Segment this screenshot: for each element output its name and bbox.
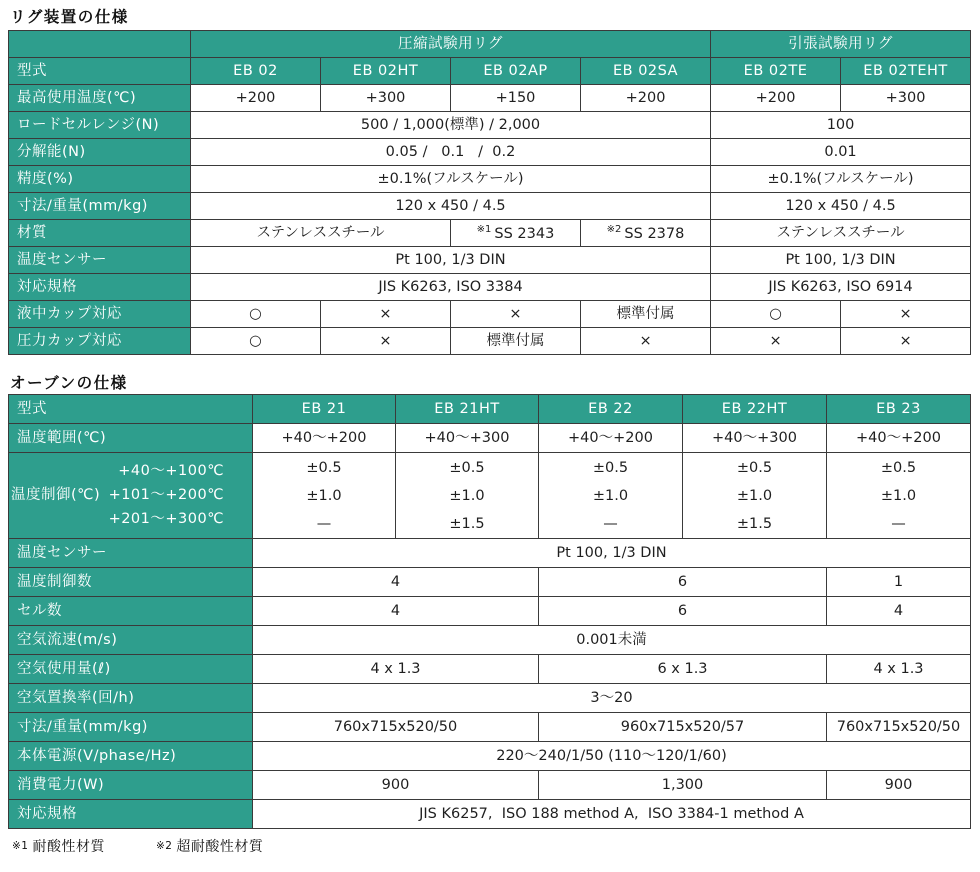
data-cell: ±0.1%(フルスケール) (191, 166, 711, 193)
data-cell: 760x715x520/50 (827, 713, 971, 742)
data-cell (683, 453, 827, 539)
footnote-reference-marker: ※2 (606, 223, 622, 235)
oven-table-title: オーブンの仕様 (10, 374, 128, 392)
data-cell-line: ±1.0 (736, 487, 773, 504)
footnote-2-marker: ※2 (155, 840, 173, 852)
data-cell-line: ±0.5 (306, 459, 342, 476)
footnote-1 (12, 839, 105, 855)
group-header-compression-rig: 圧縮試験用リグ (191, 31, 711, 58)
row-header-load-cell-range: ロードセルレンジ(N) (9, 112, 191, 139)
data-cell: ○ (191, 301, 321, 328)
data-cell: +300 (321, 85, 451, 112)
footnote-2 (156, 839, 263, 855)
row-header-max-temp: 最高使用温度(℃) (9, 85, 191, 112)
data-cell: 1 (827, 568, 971, 597)
data-cell (539, 453, 683, 539)
table-row (9, 424, 971, 453)
data-cell: 標準付属 (581, 301, 711, 328)
data-cell: 4 x 1.3 (253, 655, 539, 684)
data-cell-line: — (603, 515, 618, 532)
row-header-temp-sensor: 温度センサー (9, 539, 253, 568)
data-cell: +150 (451, 85, 581, 112)
row-header-cell-count: セル数 (9, 597, 253, 626)
row-header-accuracy: 精度(%) (9, 166, 191, 193)
data-cell: ○ (711, 301, 841, 328)
temp-control-subrange-label: +101〜+200℃ (108, 487, 224, 504)
row-header-model: 型式 (9, 58, 191, 85)
col-header-eb21: EB 21 (253, 395, 396, 424)
data-cell: +300 (841, 85, 971, 112)
table-row (9, 85, 971, 112)
col-header-eb02: EB 02 (191, 58, 321, 85)
data-cell: +200 (191, 85, 321, 112)
data-cell: 0.001未満 (253, 626, 971, 655)
data-cell: Pt 100, 1/3 DIN (253, 539, 971, 568)
data-cell: +40〜+200 (253, 424, 396, 453)
data-cell-line: — (891, 515, 906, 532)
data-cell: JIS K6257, ISO 188 method A, ISO 3384-1 method A (253, 800, 971, 829)
data-cell: 900 (253, 771, 539, 800)
data-cell: ±0.1%(フルスケール) (711, 166, 971, 193)
data-cell: ステンレススチール (711, 220, 971, 247)
footnote-2-text: 超耐酸性材質 (176, 839, 264, 855)
rig-spec-table (8, 30, 971, 355)
data-cell: × (841, 328, 971, 355)
row-header-model: 型式 (9, 395, 253, 424)
data-cell: 760x715x520/50 (253, 713, 539, 742)
row-header-temp-control (9, 453, 253, 539)
data-cell-line: ±1.5 (449, 515, 485, 532)
table-row (9, 220, 971, 247)
data-cell-line: ±1.0 (880, 487, 917, 504)
data-cell: 900 (827, 771, 971, 800)
data-cell: 120 x 450 / 4.5 (191, 193, 711, 220)
data-cell: Pt 100, 1/3 DIN (191, 247, 711, 274)
data-cell: +40〜+200 (539, 424, 683, 453)
data-cell-line: ±0.5 (592, 459, 629, 476)
table-row (9, 800, 971, 829)
data-cell (827, 453, 971, 539)
data-cell: 120 x 450 / 4.5 (711, 193, 971, 220)
temp-control-label: 温度制御(℃) (11, 487, 101, 504)
data-cell-line: ±1.0 (449, 487, 485, 504)
col-header-eb23: EB 23 (827, 395, 971, 424)
col-header-eb22ht: EB 22HT (683, 395, 827, 424)
footnote-1-text: 耐酸性材質 (32, 839, 105, 855)
col-header-eb02te: EB 02TE (711, 58, 841, 85)
table-row (9, 58, 971, 85)
table-row (9, 395, 971, 424)
table-row (9, 742, 971, 771)
row-header-resolution: 分解能(N) (9, 139, 191, 166)
table-row (9, 684, 971, 713)
row-header-pressure-cup: 圧力カップ対応 (9, 328, 191, 355)
data-cell: 標準付属 (451, 328, 581, 355)
temp-control-subrange-label: +201〜+300℃ (108, 510, 224, 527)
table-row (9, 301, 971, 328)
data-cell: Pt 100, 1/3 DIN (711, 247, 971, 274)
data-cell: 0.01 (711, 139, 971, 166)
table-row (9, 568, 971, 597)
data-cell: JIS K6263, ISO 6914 (711, 274, 971, 301)
table-row (9, 597, 971, 626)
row-header-temp-range: 温度範囲(℃) (9, 424, 253, 453)
data-cell: × (321, 301, 451, 328)
data-cell-line: ±1.0 (592, 487, 629, 504)
data-cell: 1,300 (539, 771, 827, 800)
data-cell (396, 453, 539, 539)
table-row (9, 193, 971, 220)
data-cell: 4 (253, 568, 539, 597)
row-header-standards: 対応規格 (9, 274, 191, 301)
rig-table-title: リグ装置の仕様 (10, 8, 129, 26)
data-cell: 6 x 1.3 (539, 655, 827, 684)
data-cell: +40〜+300 (683, 424, 827, 453)
data-cell: 960x715x520/57 (539, 713, 827, 742)
data-cell: +200 (711, 85, 841, 112)
row-header-air-velocity: 空気流速(m/s) (9, 626, 253, 655)
data-cell: × (451, 301, 581, 328)
data-cell: × (841, 301, 971, 328)
data-cell: 4 (253, 597, 539, 626)
table-row (9, 453, 971, 539)
table-row (9, 771, 971, 800)
data-cell: 4 (827, 597, 971, 626)
table-row (9, 539, 971, 568)
data-cell: 0.05 / 0.1 / 0.2 (191, 139, 711, 166)
data-cell: 100 (711, 112, 971, 139)
data-cell: +40〜+300 (396, 424, 539, 453)
row-header-dimensions-weight: 寸法/重量(mm/kg) (9, 193, 191, 220)
data-cell: ○ (191, 328, 321, 355)
oven-spec-table (8, 394, 971, 829)
data-cell-line: ±1.0 (306, 487, 342, 504)
data-cell: × (321, 328, 451, 355)
data-cell: 4 x 1.3 (827, 655, 971, 684)
data-cell: 500 / 1,000(標準) / 2,000 (191, 112, 711, 139)
row-header-temp-sensor: 温度センサー (9, 247, 191, 274)
data-cell (253, 453, 396, 539)
footnote-1-marker: ※1 (12, 840, 29, 852)
data-cell-line: ±0.5 (449, 459, 485, 476)
temp-control-subrange-label: +40〜+100℃ (118, 463, 224, 480)
table-row (9, 328, 971, 355)
data-cell: 220〜240/1/50 (110〜120/1/60) (253, 742, 971, 771)
row-header-liquid-cup: 液中カップ対応 (9, 301, 191, 328)
table-row (9, 274, 971, 301)
col-header-eb21ht: EB 21HT (396, 395, 539, 424)
col-header-eb02ht: EB 02HT (321, 58, 451, 85)
row-header-dimensions-weight: 寸法/重量(mm/kg) (9, 713, 253, 742)
col-header-eb02sa: EB 02SA (581, 58, 711, 85)
data-cell: 6 (539, 597, 827, 626)
data-cell: $^{※2}$ SS 2378 (581, 220, 711, 247)
row-header-air-consumption: 空気使用量(ℓ) (9, 655, 253, 684)
data-cell: $^{※1}$ SS 2343 (451, 220, 581, 247)
group-header-tensile-rig: 引張試験用リグ (711, 31, 971, 58)
table-row (9, 655, 971, 684)
row-header-temp-control-count: 温度制御数 (9, 568, 253, 597)
table-row (9, 139, 971, 166)
data-cell: +40〜+200 (827, 424, 971, 453)
col-header-eb02teht: EB 02TEHT (841, 58, 971, 85)
data-cell: 6 (539, 568, 827, 597)
table-row (9, 626, 971, 655)
table-row (9, 112, 971, 139)
footnotes (12, 836, 309, 856)
data-cell: × (581, 328, 711, 355)
table-row (9, 713, 971, 742)
data-cell-line: — (316, 515, 332, 532)
row-header-material: 材質 (9, 220, 191, 247)
data-cell: × (711, 328, 841, 355)
row-header-standards: 対応規格 (9, 800, 253, 829)
data-cell-line: ±1.5 (736, 515, 773, 532)
row-header-power-supply: 本体電源(V/phase/Hz) (9, 742, 253, 771)
footnote-reference-marker: ※1 (476, 223, 492, 235)
row-header-power-consumption: 消費電力(W) (9, 771, 253, 800)
data-cell: ステンレススチール (191, 220, 451, 247)
table-row (9, 31, 971, 58)
col-header-eb22: EB 22 (539, 395, 683, 424)
data-cell-line: ±0.5 (880, 459, 917, 476)
col-header-eb02ap: EB 02AP (451, 58, 581, 85)
table-row (9, 247, 971, 274)
data-cell: +200 (581, 85, 711, 112)
row-header-air-exchange-rate: 空気置換率(回/h) (9, 684, 253, 713)
table-row (9, 166, 971, 193)
data-cell: 3〜20 (253, 684, 971, 713)
data-cell: JIS K6263, ISO 3384 (191, 274, 711, 301)
corner-cell (9, 31, 191, 58)
data-cell-line: ±0.5 (736, 459, 773, 476)
